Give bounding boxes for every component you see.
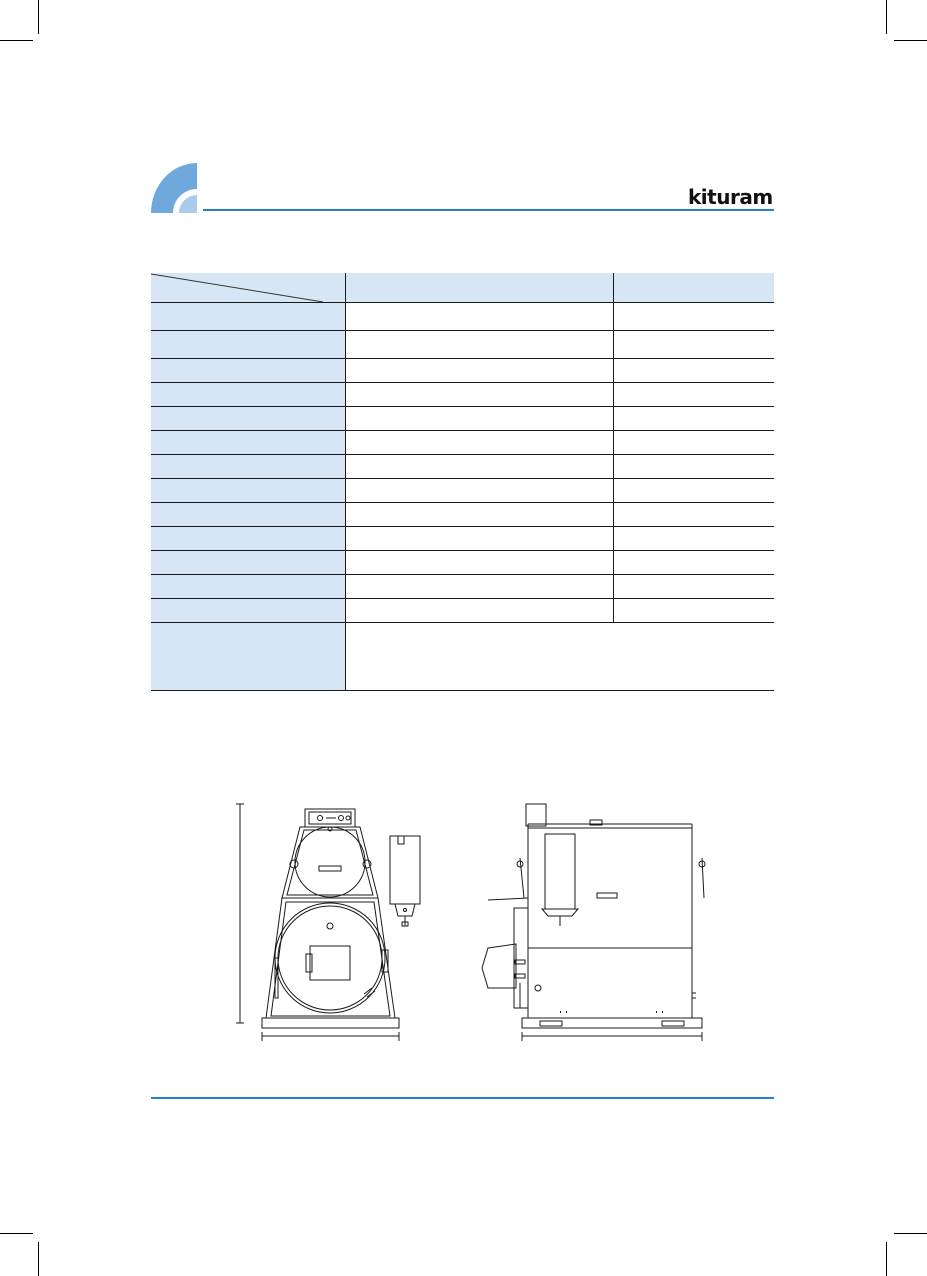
side-view-drawing <box>482 804 705 1041</box>
table-header-row <box>151 273 774 302</box>
table-row <box>151 430 774 454</box>
row-value <box>613 302 774 330</box>
crop-mark <box>886 0 887 34</box>
row-value <box>346 526 613 550</box>
table-header-cell <box>346 273 613 302</box>
table-row <box>151 478 774 502</box>
table-row <box>151 574 774 598</box>
row-value <box>346 598 613 622</box>
table-header-cell <box>613 273 774 302</box>
row-value <box>613 598 774 622</box>
spec-table <box>151 273 774 691</box>
table-row <box>151 382 774 406</box>
table-row <box>151 598 774 622</box>
table-row <box>151 330 774 358</box>
crop-mark <box>0 40 33 41</box>
row-label <box>151 330 346 358</box>
section-quarter-circle-logo <box>151 163 199 213</box>
front-view-drawing <box>236 804 420 1041</box>
table-row <box>151 358 774 382</box>
table-row <box>151 526 774 550</box>
row-value <box>346 358 613 382</box>
row-value <box>346 406 613 430</box>
crop-mark <box>38 0 39 34</box>
table-corner-cell <box>151 273 346 302</box>
row-label <box>151 502 346 526</box>
table-notes-row <box>151 622 774 690</box>
header-rule <box>203 209 774 211</box>
row-value <box>613 478 774 502</box>
kiturami-logo <box>688 185 774 209</box>
row-value <box>346 330 613 358</box>
row-label <box>151 574 346 598</box>
notes-label <box>151 622 346 690</box>
table-row <box>151 406 774 430</box>
row-value <box>613 550 774 574</box>
row-value <box>346 574 613 598</box>
crop-mark <box>894 1233 927 1234</box>
crop-mark <box>894 40 927 41</box>
row-value <box>346 550 613 574</box>
row-value <box>346 430 613 454</box>
row-value <box>613 574 774 598</box>
row-value <box>613 526 774 550</box>
row-value <box>613 406 774 430</box>
row-label <box>151 478 346 502</box>
svg-text:kiturami: kiturami <box>688 185 774 209</box>
diagonal-divider <box>151 273 345 302</box>
row-value <box>346 302 613 330</box>
row-value <box>346 454 613 478</box>
row-label <box>151 406 346 430</box>
row-label <box>151 598 346 622</box>
row-label <box>151 454 346 478</box>
row-value <box>346 478 613 502</box>
row-value <box>613 382 774 406</box>
boiler-dimension-drawings <box>230 798 720 1048</box>
row-label <box>151 430 346 454</box>
row-label <box>151 358 346 382</box>
table-row <box>151 550 774 574</box>
row-value <box>613 358 774 382</box>
row-label <box>151 302 346 330</box>
row-value <box>613 502 774 526</box>
table-row <box>151 502 774 526</box>
footer-rule <box>151 1097 774 1099</box>
row-label <box>151 382 346 406</box>
notes-text <box>346 622 774 690</box>
row-label <box>151 550 346 574</box>
table-row <box>151 454 774 478</box>
crop-mark <box>886 1242 887 1276</box>
row-value <box>613 454 774 478</box>
row-value <box>613 430 774 454</box>
row-label <box>151 526 346 550</box>
row-value <box>346 382 613 406</box>
table-row <box>151 302 774 330</box>
crop-mark <box>38 1242 39 1276</box>
row-value <box>346 502 613 526</box>
row-value <box>613 330 774 358</box>
crop-mark <box>0 1233 33 1234</box>
